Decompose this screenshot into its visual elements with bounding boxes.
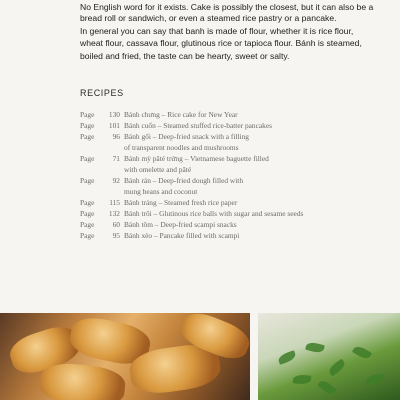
recipe-title: of transparent noodles and mushrooms (124, 143, 239, 152)
page-number: 96 (112, 132, 120, 141)
intro-line: No English word for it exists. Cake is possibly the closest, but it can also be a (80, 2, 374, 12)
leaf-shape (277, 350, 297, 365)
recipe-title: Bánh mỳ pâté trứng – Vietnamese baguette filled (124, 154, 269, 163)
recipe-title: Bánh xèo – Pancake filled with scampi (124, 231, 240, 240)
leaf-shape (365, 374, 384, 386)
leaf-shape (317, 378, 337, 396)
recipe-title: Bánh tôm – Deep-fried scampi snacks (124, 220, 237, 229)
recipe-row (80, 121, 380, 132)
recipe-title: Bánh gối – Deep-fried snack with a filling (124, 132, 249, 141)
recipe-title: mung beans and coconut (124, 187, 198, 196)
recipe-row-continuation (80, 165, 380, 176)
page-label: Page (80, 198, 95, 207)
recipe-row (80, 198, 380, 209)
page-number: 60 (112, 220, 120, 229)
recipe-title: Bánh chưng – Rice cake for New Year (124, 110, 238, 119)
recipe-row (80, 154, 380, 165)
leaf-shape (293, 374, 312, 385)
recipes-heading: RECIPES (80, 88, 124, 98)
page-label: Page (80, 110, 95, 119)
recipe-row (80, 110, 380, 121)
fried-rolls-photo (0, 313, 250, 400)
recipe-title: with omelette and pâté (124, 165, 192, 174)
recipe-row (80, 220, 380, 231)
intro-line: wheat flour, cassava flour, glutinous rice or tapioca flour. Bánh is steamed, (80, 38, 362, 49)
recipe-list (80, 110, 380, 242)
page-label: Page (80, 220, 95, 229)
leaf-shape (305, 341, 325, 354)
page-number: 71 (112, 154, 120, 163)
recipe-title: Bánh tráng – Steamed fresh rice paper (124, 198, 238, 207)
page-number: 132 (108, 209, 120, 218)
roll-shape (38, 361, 127, 400)
page-number: 115 (109, 198, 120, 207)
herb-bowl-photo (258, 313, 400, 400)
page-label: Page (80, 121, 95, 130)
intro-paragraph (80, 0, 380, 62)
page-label: Page (80, 154, 95, 163)
recipe-row (80, 231, 380, 242)
recipe-title: Bánh cuốn – Steamed stuffed rice-batter pancakes (124, 121, 273, 130)
leaf-shape (327, 359, 347, 377)
page-number: 130 (108, 110, 120, 119)
intro-line: In general you can say that banh is made of flour, whether it is rice flour, (80, 25, 354, 36)
recipe-row (80, 209, 380, 220)
recipe-row-continuation (80, 143, 380, 154)
recipe-row (80, 176, 380, 187)
recipe-row-continuation (80, 187, 380, 198)
page-label: Page (80, 209, 95, 218)
page-label: Page (80, 176, 95, 185)
leaf-shape (352, 344, 372, 361)
recipe-title: Bánh trôi – Glutinous rice balls with sugar and sesame seeds (124, 209, 304, 218)
intro-line: bread roll or sandwich, or even a steamed rice pastry or a pancake. (80, 13, 337, 24)
recipe-title: Bánh rán – Deep-fried dough filled with (124, 176, 244, 185)
page-number: 92 (112, 176, 120, 185)
intro-line: boiled and fried, the taste can be hearty, sweet or salty. (80, 50, 290, 61)
page-label: Page (80, 231, 95, 240)
page-label: Page (80, 132, 95, 141)
page-number: 95 (112, 231, 120, 240)
recipe-row (80, 132, 380, 143)
page-number: 101 (108, 121, 120, 130)
